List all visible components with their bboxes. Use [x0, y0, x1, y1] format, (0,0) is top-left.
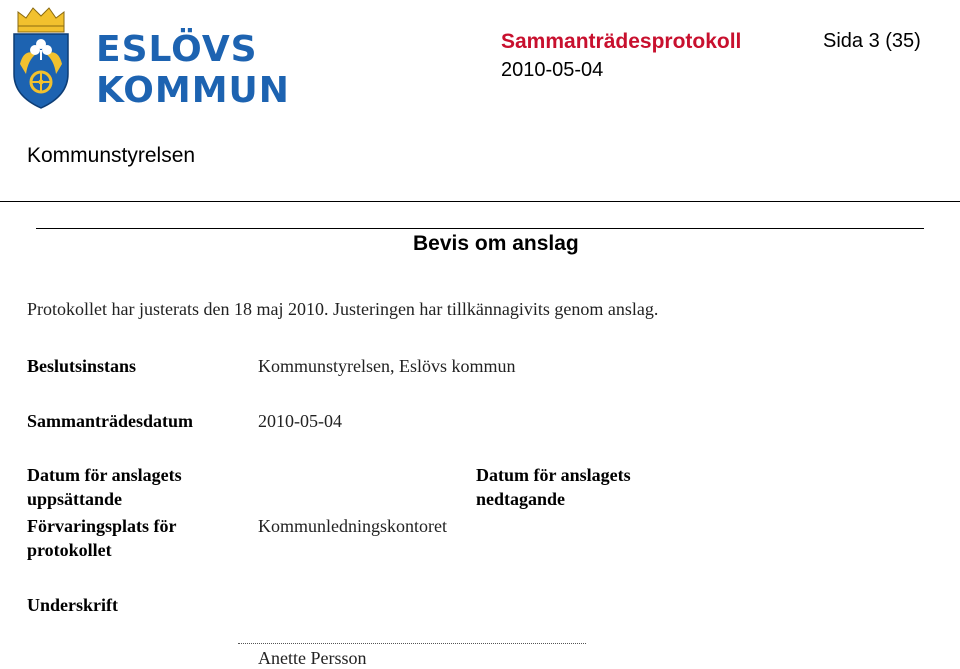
governing-body: Kommunstyrelsen — [27, 144, 196, 167]
document-type: Sammanträdesprotokoll — [501, 30, 742, 53]
section-divider — [36, 228, 924, 229]
decision-body-value: Kommunstyrelsen, Eslövs kommun — [258, 356, 516, 376]
org-name-line1: ESLÖVS — [96, 29, 258, 70]
removal-date-label-line1: Datum för anslagets — [476, 465, 631, 485]
signature-line — [238, 643, 586, 644]
signer-name: Anette Persson — [258, 648, 367, 668]
meeting-date-label: Sammanträdesdatum — [27, 411, 194, 431]
posted-date-label — [27, 463, 182, 511]
notice-paragraph: Protokollet har justerats den 18 maj 2010. Justeringen har tillkännagivits genom anslag. — [27, 299, 659, 319]
section-title: Bevis om anslag — [413, 232, 579, 255]
header-divider — [0, 201, 960, 202]
meeting-date-value: 2010-05-04 — [258, 411, 342, 431]
page-number: Sida 3 (35) — [823, 30, 921, 52]
signature-label: Underskrift — [27, 595, 118, 615]
storage-location-label-line1: Förvaringsplats för — [27, 516, 177, 536]
posted-date-label-line1: Datum för anslagets — [27, 465, 182, 485]
storage-location-label — [27, 514, 176, 562]
org-name-line2: KOMMUN — [96, 70, 290, 111]
storage-location-value: Kommunledningskontoret — [258, 516, 447, 536]
eslov-crest-logo — [6, 4, 76, 114]
decision-body-label: Beslutsinstans — [27, 356, 137, 376]
removal-date-label — [476, 463, 631, 511]
storage-location-label-line2: protokollet — [27, 540, 112, 560]
posted-date-label-line2: uppsättande — [27, 489, 123, 509]
document-date: 2010-05-04 — [501, 59, 604, 81]
removal-date-label-line2: nedtagande — [476, 489, 566, 509]
